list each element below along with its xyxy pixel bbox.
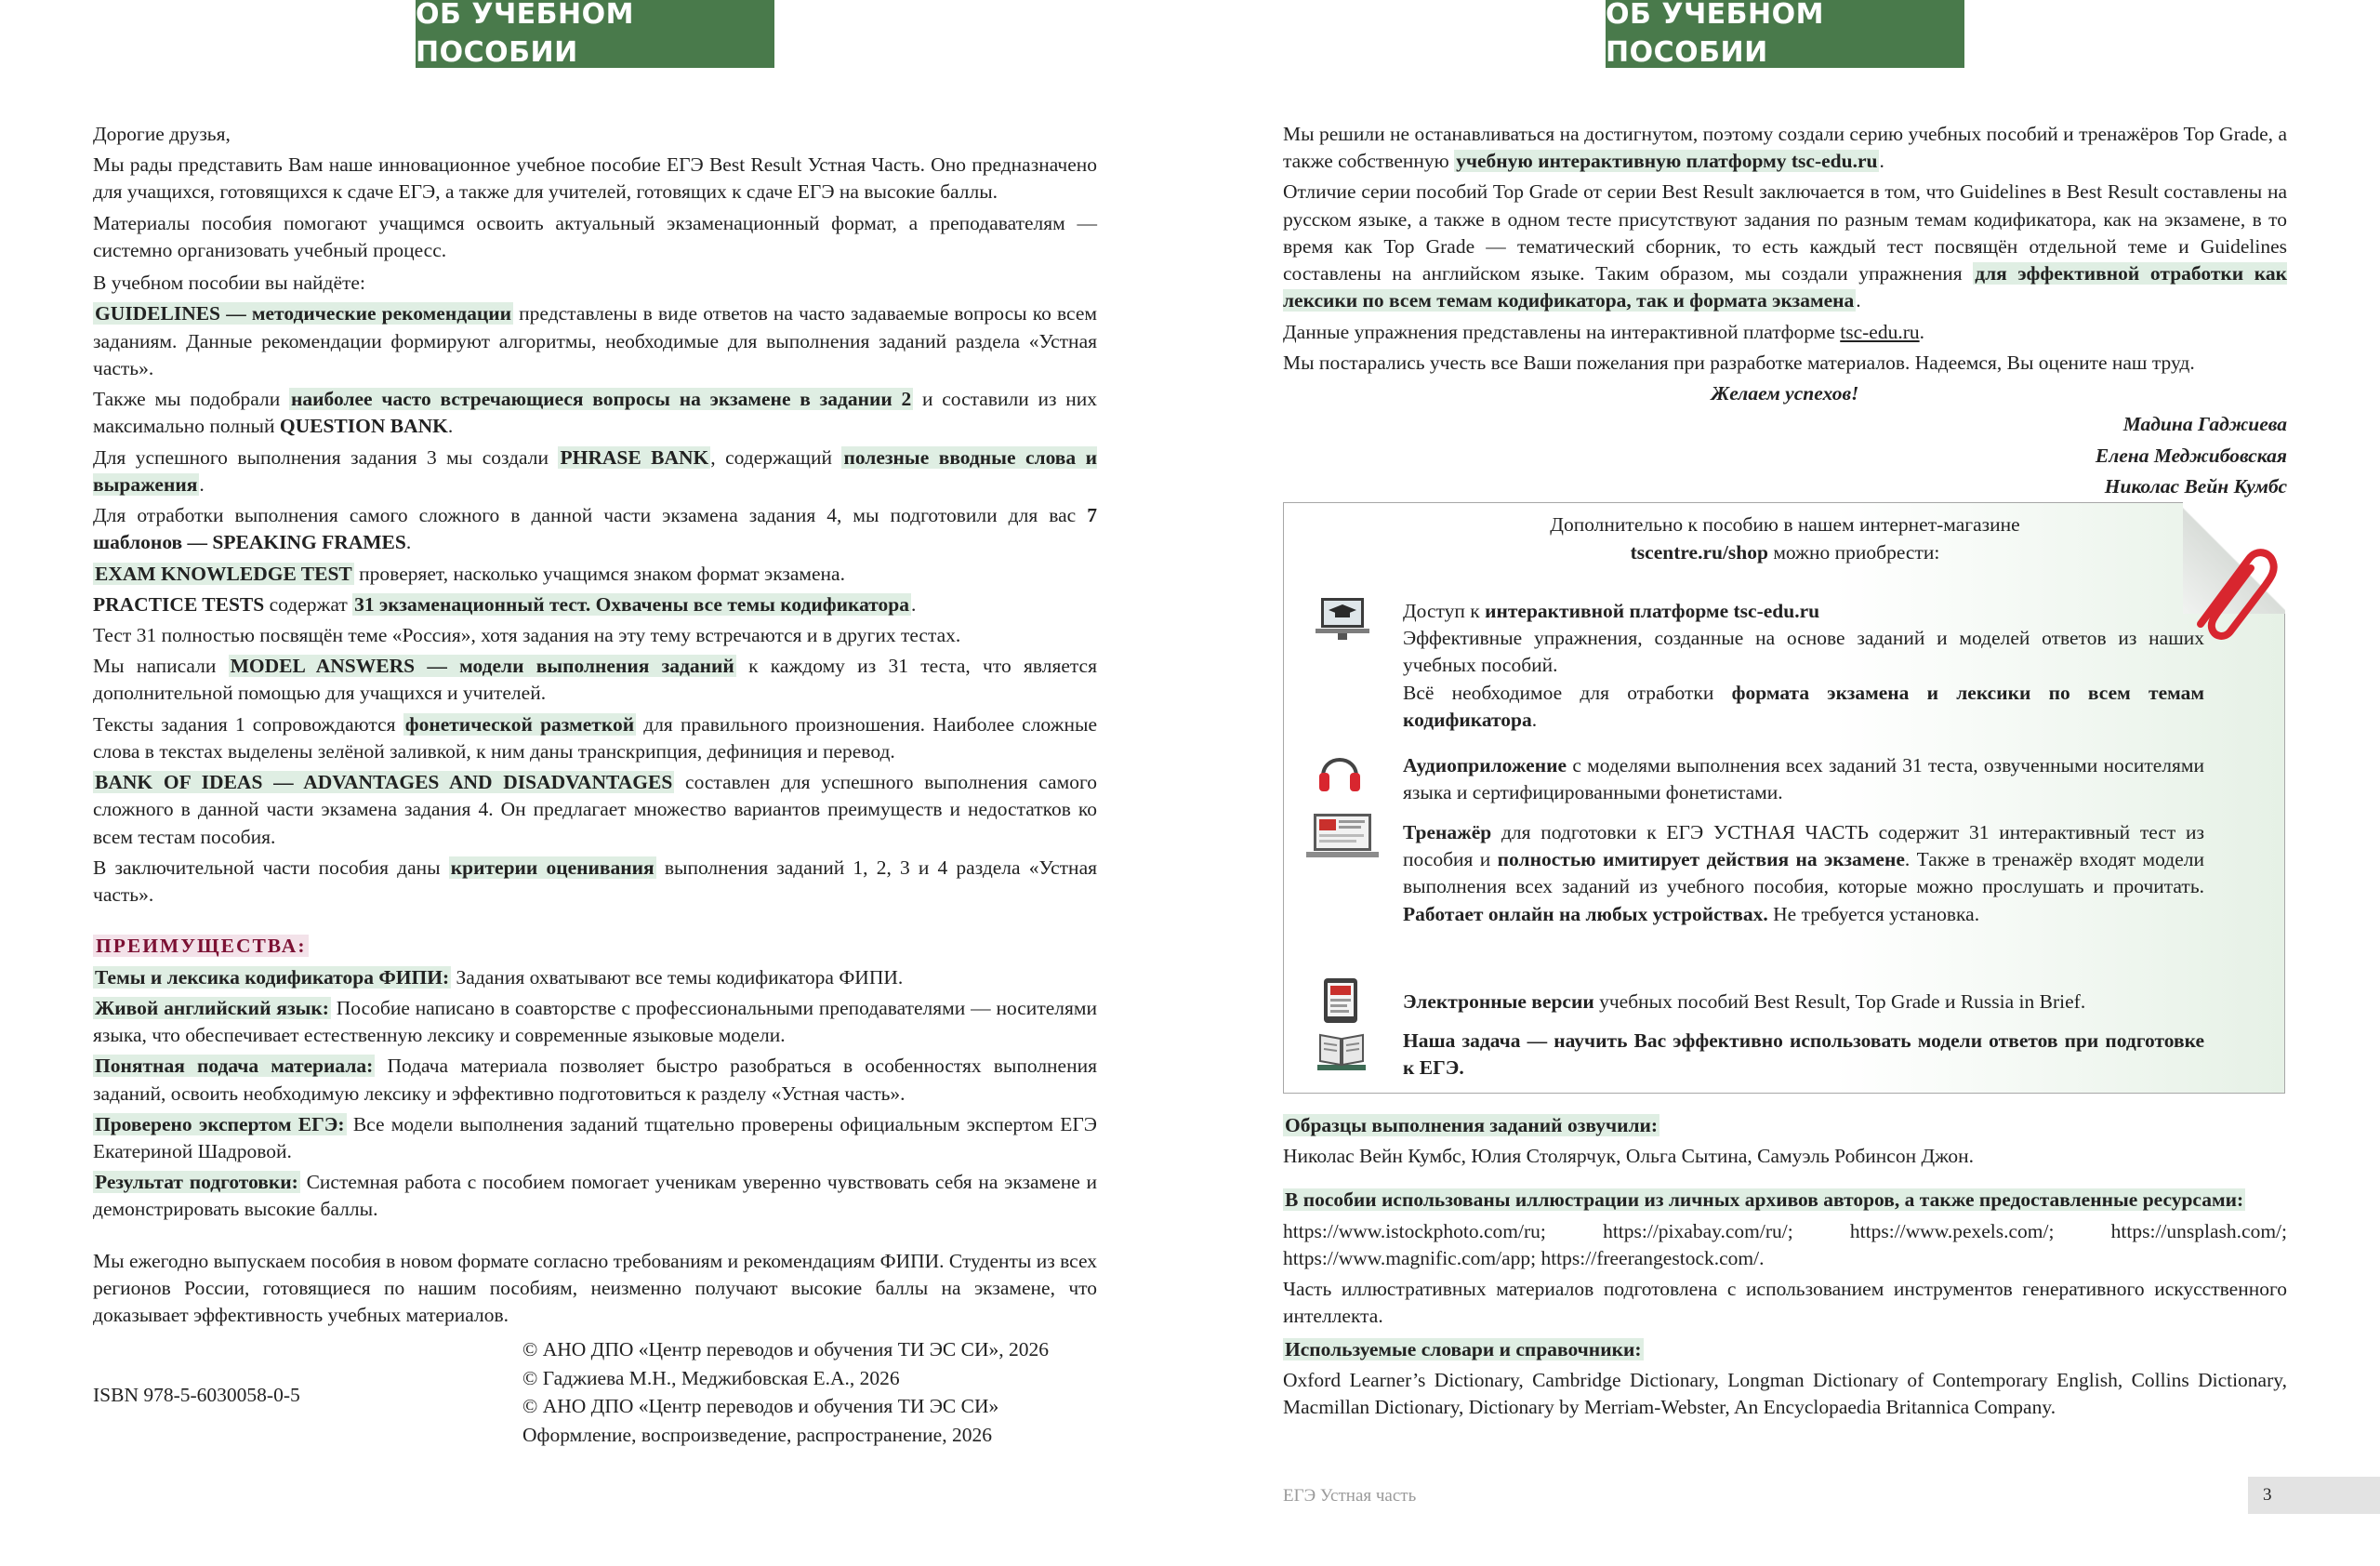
- text: В заключительной части пособия даны: [93, 856, 449, 879]
- trainer-bold: Тренажёр: [1403, 821, 1492, 843]
- imitates-bold: полностью имитирует действия на экзамене: [1497, 848, 1905, 871]
- test-31-paragraph: Тест 31 полностью посвящён теме «Россия», хотя задания на эту тему встречаются и в других тестах.: [93, 623, 961, 646]
- practice-tests-paragraph: [93, 591, 1097, 618]
- open-book-icon: [1317, 1029, 1366, 1072]
- ebooks-bold: Электронные версии: [1403, 990, 1594, 1013]
- bank-of-ideas-highlight: BANK OF IDEAS — ADVANTAGES AND DISADVANTAGES: [95, 771, 673, 794]
- voiced-names: Николас Вейн Кумбс, Юлия Столярчук, Ольга Сытина, Самуэль Робинсон Джон.: [1283, 1145, 1975, 1168]
- author-name: Николас Вейн Кумбс: [2104, 474, 2287, 498]
- text: Все модели выполнения заданий тщательно проверены официальным экспертом ЕГЭ Екатериной Шадровой.: [93, 1112, 1097, 1162]
- text: , содержащий: [710, 445, 842, 469]
- page-number: 3: [2248, 1477, 2380, 1514]
- shop-link[interactable]: tscentre.ru/shop: [1630, 541, 1768, 564]
- text: Доступ к: [1403, 600, 1486, 622]
- right-page-banner: ОБ УЧЕБНОМ ПОСОБИИ: [1606, 0, 1964, 68]
- advantage-1-highlight: Темы и лексика кодификатора ФИПИ:: [95, 965, 450, 989]
- text: .: [1531, 708, 1538, 731]
- box-heading-line-2: [1284, 538, 2286, 566]
- text: для подготовки к ЕГЭ УСТНАЯ ЧАСТЬ содержит 31 интерактивный тест из пособия и: [1403, 821, 2204, 871]
- platform-link[interactable]: tsc-edu.ru: [1840, 320, 1920, 343]
- platform-paragraph: [1283, 319, 2287, 346]
- box-heading-line-1: Дополнительно к пособию в нашем интернет-магазине: [1550, 513, 2020, 536]
- exam-knowledge-highlight: EXAM KNOWLEDGE TEST: [95, 562, 352, 585]
- text: .: [1879, 150, 1884, 173]
- greeting: Дорогие друзья,: [93, 123, 231, 145]
- illustrations-links: https://www.istockphoto.com/ru; https://pixabay.com/ru/; https://www.pexels.com/; https://unsplash.com/; https://www.magnific.com/app; https://freerangestock.com/.: [1283, 1219, 2287, 1269]
- illustrations-highlight: В пособии использованы иллюстрации из личных архивов авторов, а также предоставленные ресурсами:: [1285, 1188, 2244, 1212]
- closing-paragraph: Мы ежегодно выпускаем пособия в новом формате согласно требованиям и рекомендациям ФИПИ. Студенты из всех регионов России, готовящиеся по нашим пособиям, неизменно получают высокие баллы на экзамене, что доказывает эффективность учебных материалов.: [93, 1249, 1097, 1327]
- phonetics-highlight: фонетической разметкой: [404, 712, 635, 736]
- text: Мы написали: [93, 655, 229, 678]
- advantage-4: [93, 1111, 1097, 1165]
- text: .: [199, 472, 205, 496]
- left-page-content: [93, 121, 1097, 1333]
- phrase-bank-highlight: PHRASE BANK: [560, 445, 709, 469]
- series-paragraph: [1283, 121, 2287, 175]
- wish-text: Желаем успехов!: [1711, 382, 1859, 405]
- offer-platform: [1403, 598, 2204, 734]
- speaking-frames-paragraph: [93, 502, 1097, 556]
- model-answers-highlight: MODEL ANSWERS — модели выполнения заданий: [230, 655, 734, 678]
- format-bold: формата экзамена и лексики по всем темам кодификатора: [1403, 681, 2204, 731]
- advantage-2: [93, 995, 1097, 1049]
- text: Отличие серии пособий Top Grade от серии Best Result заключается в том, что Guidelines в Best Result составлены на русском языке, а также в одном тесте присутствуют задания по разным темам кодификатора, как на экзамене, в то время как Top Grade — тематический сборник, то есть каждый тест посвящён отдельной теме и Guidelines составлены на английском языке. Таким образом, мы создали упражнения: [1283, 180, 2287, 285]
- text: Не требуется установка.: [1767, 902, 1980, 925]
- copyright-line: © Гаджиева М.Н., Меджибовская Е.А., 2026: [522, 1366, 900, 1389]
- practice-tests-bold: PRACTICE TESTS: [93, 592, 265, 616]
- spacer: [1283, 1174, 2287, 1187]
- dictionaries-heading: [1283, 1336, 2287, 1363]
- text: . Также в тренажёр входят модели выполнения всех заданий из учебного пособия, которые можно прослушать и прочитать.: [1403, 848, 2204, 898]
- footer-title: ЕГЭ Устная часть: [1283, 1486, 1417, 1506]
- box-heading: [1284, 511, 2286, 566]
- headphones-icon: [1316, 747, 1364, 795]
- right-page-content: [1283, 121, 2287, 504]
- text: к каждому из 31 теста, что является дополнительной помощью для учащихся и учителей.: [93, 655, 1097, 705]
- guidelines-paragraph: [93, 300, 1097, 382]
- offer-platform-desc: Эффективные упражнения, созданные на основе заданий и моделей ответов из наших учебных пособий.: [1403, 627, 2204, 677]
- laptop-screen-icon: [1306, 812, 1379, 860]
- criteria-paragraph: [93, 855, 1097, 909]
- offer-mission: [1403, 1028, 2204, 1082]
- text: содержат: [264, 592, 353, 616]
- phrase-bank-paragraph: [93, 445, 1097, 498]
- dictionaries-list: Oxford Learner’s Dictionary, Cambridge Dictionary, Longman Dictionary of Contemporary English, Collins Dictionary, Macmillan Dictionary, Dictionary by Merriam-Webster, An Encyclopaedia Britannica Company.: [1283, 1368, 2287, 1419]
- text: .: [405, 531, 412, 554]
- shop-offer-box: [1283, 502, 2285, 1094]
- text: Мы решили не останавливаться на достигнутом, поэтому создали серию учебных пособий и тренажёров Top Grade, а также собственную: [1283, 123, 2287, 173]
- text: Данные упражнения представлены на интерактивной платформе: [1283, 320, 1841, 343]
- offer-trainer: [1403, 819, 2204, 928]
- text: .: [911, 592, 917, 616]
- online-bold: Работает онлайн на любых устройствах.: [1403, 902, 1768, 925]
- intro-paragraph-2: Материалы пособия помогают учащимся освоить актуальный экзаменационный формат, а преподавателям — системно организовать учебный процесс.: [93, 211, 1097, 261]
- illustrations-ai: Часть иллюстративных материалов подготовлена с использованием инструментов генеративного искусственного интеллекта.: [1283, 1278, 2287, 1328]
- advantages-heading: [93, 933, 1097, 960]
- question-bank-highlight: наиболее часто встречающиеся вопросы на экзамене в задании 2: [290, 388, 912, 411]
- illustrations-heading: [1283, 1187, 2287, 1214]
- text: Всё необходимое для отработки: [1403, 681, 1732, 704]
- wishes-paragraph: Мы постарались учесть все Ваши пожелания при разработке материалов. Надеемся, Вы оцените наш труд.: [1283, 351, 2195, 374]
- copyright-line: Оформление, воспроизведение, распространение, 2026: [522, 1424, 992, 1447]
- text: Также мы подобрали: [93, 388, 289, 411]
- offer-platform-title: [1403, 598, 2204, 625]
- guidelines-text: представлены в виде ответов на часто задаваемые вопросы ко всем заданиям. Данные рекомендации формируют алгоритмы, необходимые для выполнения заданий раздела «Устная часть».: [93, 302, 1097, 379]
- text: .: [1856, 289, 1861, 312]
- advantage-3: [93, 1053, 1097, 1107]
- isbn: ISBN 978-5-6030058-0-5: [93, 1384, 300, 1406]
- intro-paragraph-1: Мы рады представить Вам наше инновационное учебное пособие ЕГЭ Best Result Устная Часть. Оно предназначено для учащихся, готовящихся к сдаче ЕГЭ, а также для учителей, готовящих к сдаче ЕГЭ на высокие баллы.: [93, 153, 1097, 204]
- copyright-block: [522, 1335, 1049, 1450]
- offer-ebooks: [1403, 989, 2204, 1015]
- advantage-5-highlight: Результат подготовки:: [95, 1171, 298, 1194]
- exercises-highlight: для эффективной отработки как лексики по всем темам кодификатора, так и формата экзамена: [1283, 262, 2287, 312]
- text: .: [1919, 320, 1924, 343]
- author-name: Мадина Гаджиева: [2122, 413, 2287, 436]
- platform-bold: интерактивной платформе tsc-edu.ru: [1485, 600, 1820, 622]
- text: Для отработки выполнения самого сложного в данной части экзамена задания 4, мы подготовили для вас: [93, 504, 1088, 527]
- advantages-title: ПРЕИМУЩЕСТВА:: [93, 935, 309, 957]
- text: Для успешного выполнения задания 3 мы создали: [93, 445, 559, 469]
- text: с моделями выполнения всех заданий 31 теста, озвученными носителями языка и сертифицированными фонетистами.: [1403, 754, 2204, 804]
- text: проверяет, насколько учащимся знаком формат экзамена.: [353, 562, 845, 585]
- text: выполнения заданий 1, 2, 3 и 4 раздела «Устная часть».: [93, 856, 1097, 907]
- text: Системная работа с пособием помогает ученикам уверенно чувствовать себя на экзамене и демонстрировать высокие баллы.: [93, 1171, 1097, 1221]
- imprint: [93, 1335, 1097, 1456]
- audio-bold: Аудиоприложение: [1403, 754, 1567, 776]
- offer-platform-format: [1403, 680, 2204, 734]
- advantage-4-highlight: Проверено экспертом ЕГЭ:: [95, 1112, 345, 1135]
- model-answers-paragraph: [93, 653, 1097, 707]
- phonetics-paragraph: [93, 711, 1097, 765]
- text: Подача материала позволяет быстро разобраться в особенностях выполнения заданий, освоить необходимую лексику и эффективно подготовиться к разделу «Устная часть».: [93, 1055, 1097, 1105]
- text: Тексты задания 1 сопровождаются: [93, 712, 403, 736]
- advantage-1: [93, 964, 1097, 991]
- dictionaries-highlight: Используемые словари и справочники:: [1285, 1337, 1642, 1360]
- spacer: [93, 912, 1097, 933]
- exam-knowledge-paragraph: [93, 561, 1097, 588]
- text: составлен для успешного выполнения самого сложного в данной части экзамена задания 4. Он предлагает множество вариантов преимуществ и недостатков ко всем тестам пособия.: [93, 771, 1097, 848]
- author-name: Елена Меджибовская: [2095, 444, 2287, 467]
- text: для правильного произношения. Наиболее сложные слова в текстах выделены зелёной заливкой, к ним даны транскрипция, дефиниция и перевод.: [93, 712, 1097, 763]
- phrases-highlight: полезные вводные слова и выражения: [93, 445, 1098, 496]
- platform-highlight: учебную интерактивную платформу tsc-edu.ru: [1456, 150, 1878, 173]
- advantage-5: [93, 1169, 1097, 1223]
- mission-bold: Наша задача — научить Вас эффективно использовать модели ответов при подготовке к ЕГЭ.: [1403, 1029, 2204, 1080]
- text: Задания охватывают все темы кодификатора ФИПИ.: [451, 965, 904, 989]
- criteria-highlight: критерии оценивания: [450, 856, 654, 879]
- tablet-icon: [1323, 977, 1358, 1024]
- advantage-3-highlight: Понятная подача материала:: [95, 1055, 374, 1078]
- bank-of-ideas-paragraph: [93, 769, 1097, 851]
- text: .: [447, 415, 454, 438]
- voiced-heading: [1283, 1112, 2287, 1139]
- laptop-cap-icon: [1316, 596, 1369, 641]
- offer-audio: [1403, 752, 2204, 806]
- spacer: [93, 1228, 1097, 1248]
- left-page-banner: ОБ УЧЕБНОМ ПОСОБИИ: [416, 0, 774, 68]
- text: и составили из них максимально полный: [93, 388, 1097, 438]
- guidelines-highlight: GUIDELINES — методические рекомендации: [95, 302, 511, 325]
- question-bank-paragraph: [93, 386, 1097, 440]
- voiced-highlight: Образцы выполнения заданий озвучили:: [1285, 1114, 1659, 1136]
- text: можно приобрести:: [1767, 541, 1940, 564]
- question-bank-bold: QUESTION BANK: [279, 415, 448, 438]
- advantage-2-highlight: Живой английский язык:: [95, 996, 329, 1019]
- difference-paragraph: [1283, 179, 2287, 314]
- find-intro: В учебном пособии вы найдёте:: [93, 272, 365, 295]
- practice-tests-highlight: 31 экзаменационный тест. Охвачены все темы кодификатора: [354, 592, 910, 616]
- text: учебных пособий Best Result, Top Grade и Russia in Brief.: [1593, 990, 2086, 1013]
- right-page-credits: [1283, 1112, 2287, 1425]
- speaking-frames-bold: 7 шаблонов — SPEAKING FRAMES: [93, 504, 1097, 554]
- copyright-line: © АНО ДПО «Центр переводов и обучения ТИ ЭС СИ», 2026: [522, 1338, 1050, 1360]
- text: Пособие написано в соавторстве с профессиональными преподавателями — носителями языка, что обеспечивает естественную лексику и современные языковые модели.: [93, 996, 1097, 1047]
- copyright-line: © АНО ДПО «Центр переводов и обучения ТИ ЭС СИ»: [522, 1395, 999, 1418]
